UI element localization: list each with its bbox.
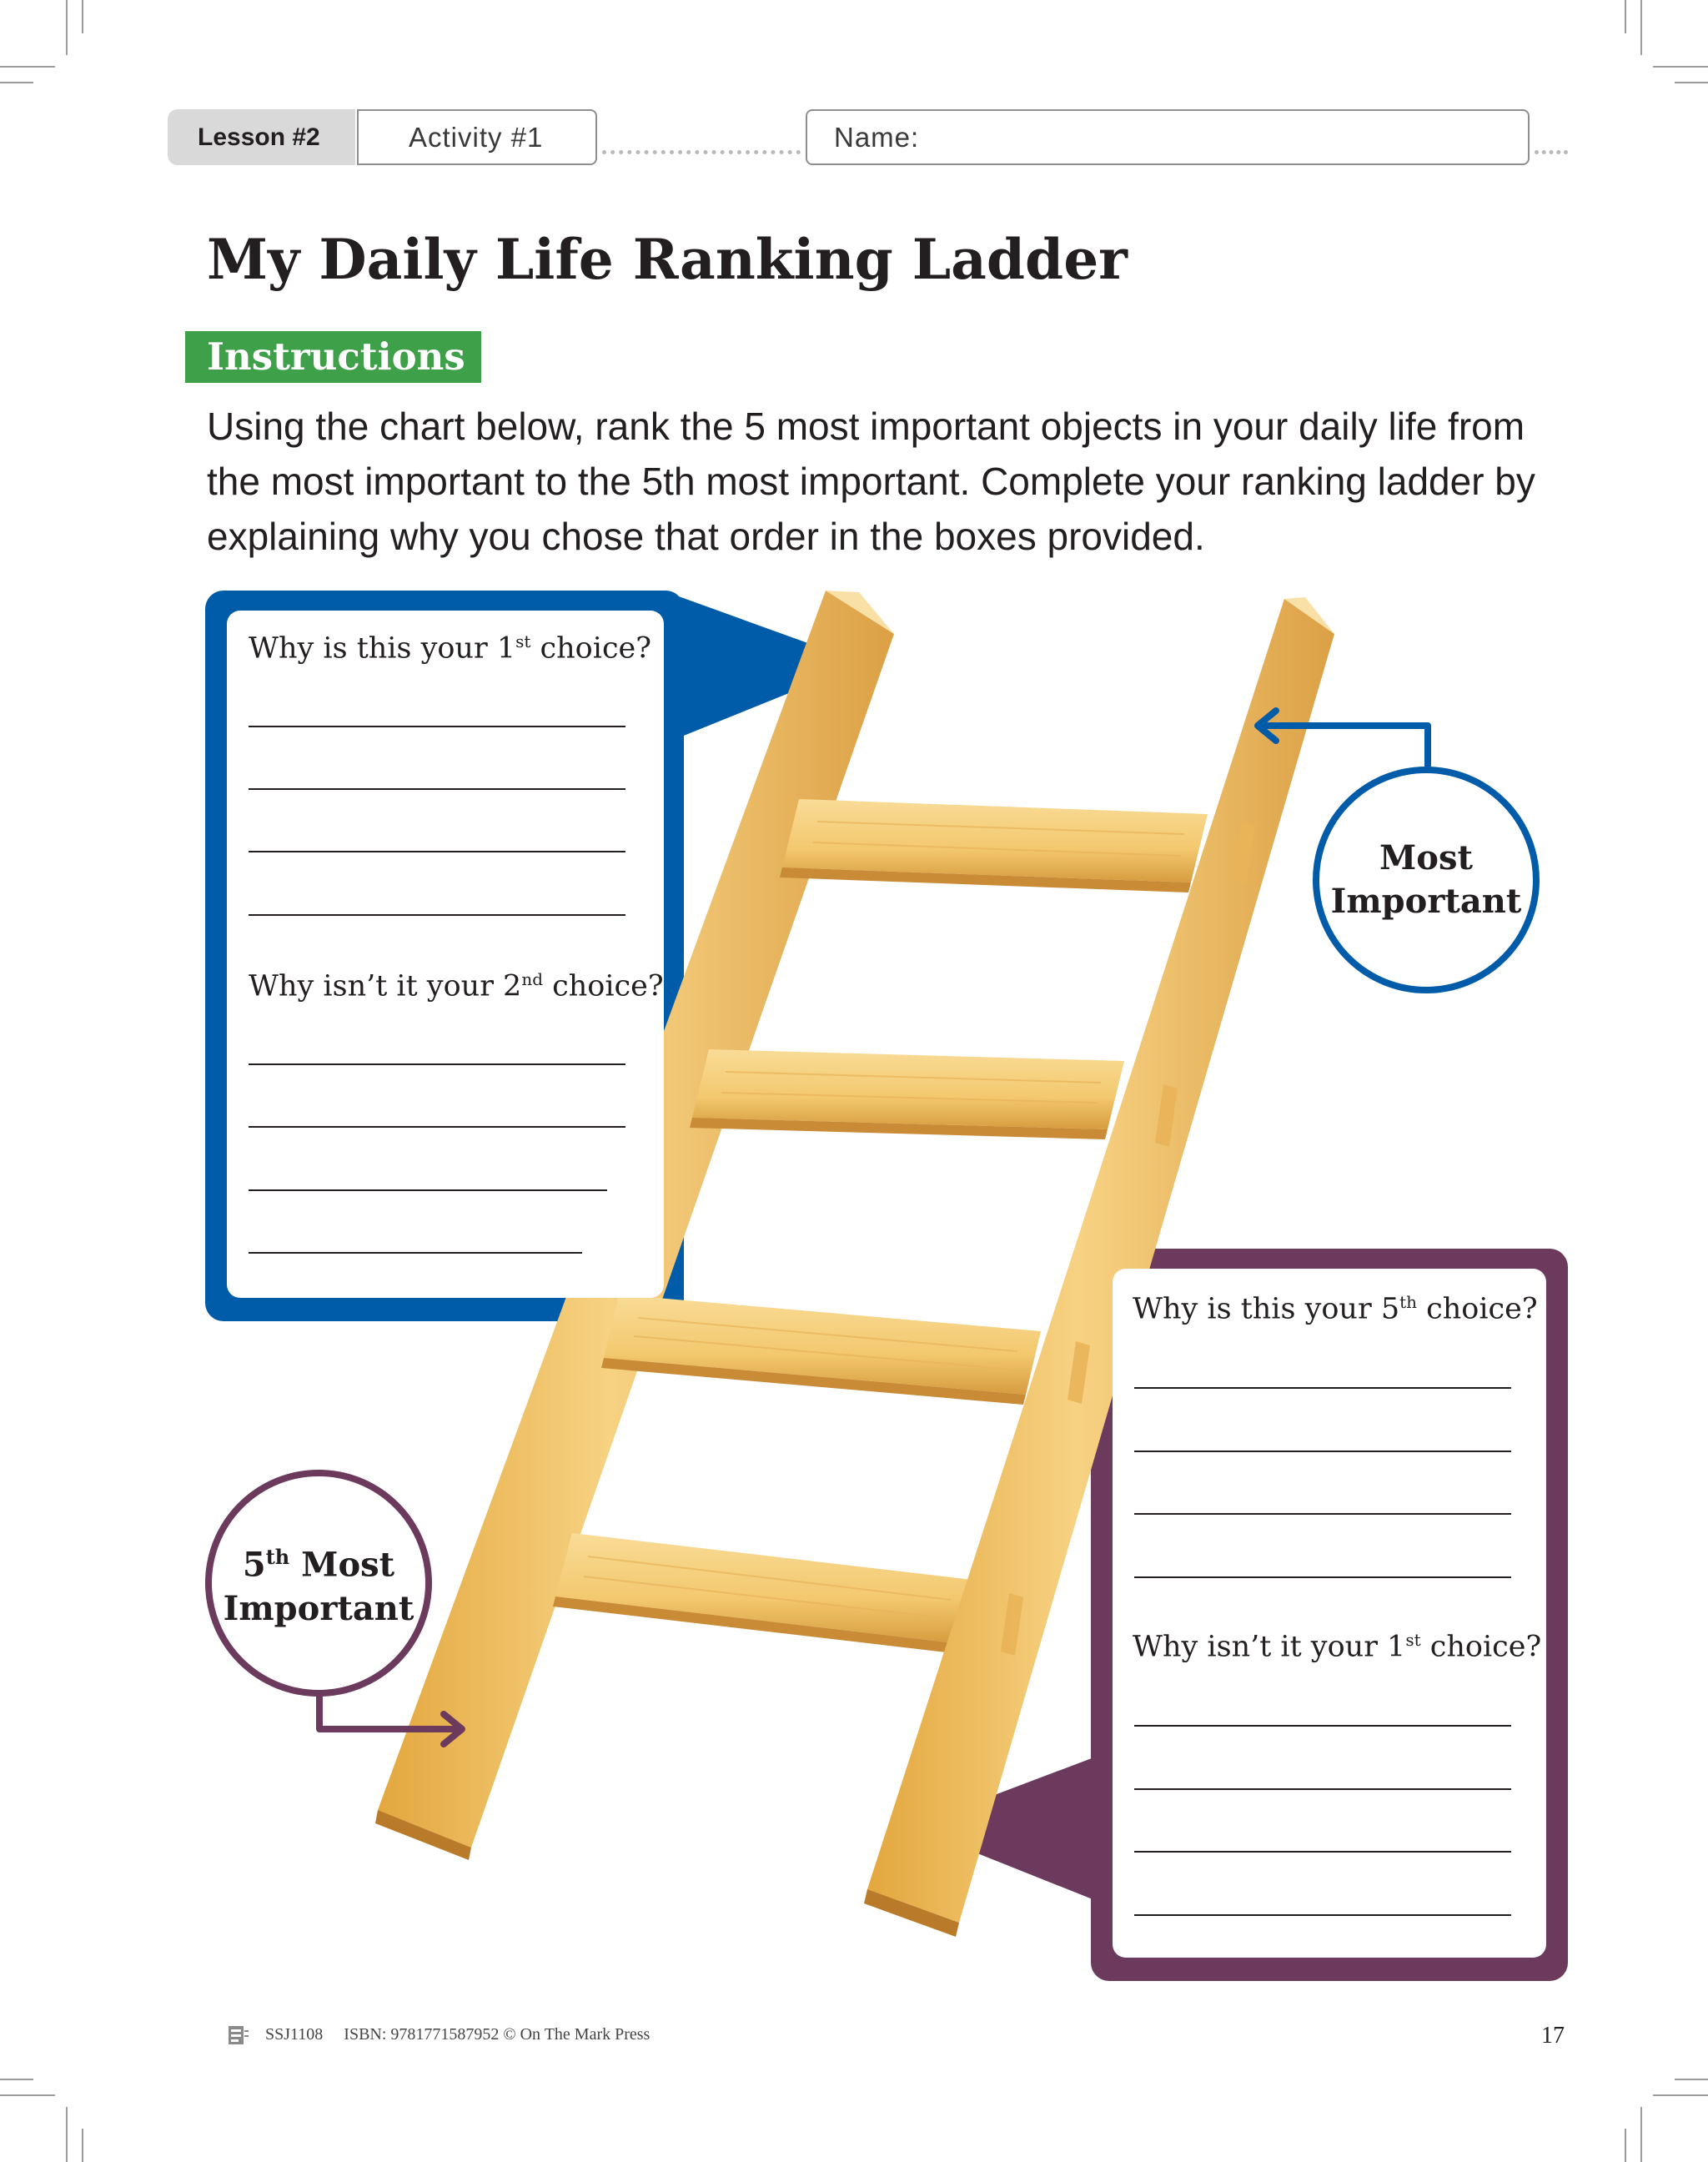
answer-line[interactable] xyxy=(1134,1451,1511,1452)
ladder-rung xyxy=(601,1295,1041,1405)
activity-tab: Activity #1 xyxy=(357,109,597,165)
answer-line[interactable] xyxy=(1134,1788,1511,1790)
answer-line[interactable] xyxy=(1134,1387,1511,1389)
bottom-answer-box xyxy=(1113,1269,1546,1958)
answer-line[interactable] xyxy=(1134,1576,1511,1578)
top-question-2: Why isn’t it your 2nd choice? xyxy=(249,969,664,1003)
answer-line[interactable] xyxy=(249,851,625,852)
answer-line[interactable] xyxy=(249,914,625,916)
publisher-logo-icon xyxy=(227,2024,250,2047)
answer-line[interactable] xyxy=(249,1126,625,1128)
name-field[interactable]: Name: xyxy=(806,109,1530,165)
instructions-text: Using the chart below, rank the 5 most important objects in your daily life from the most important to the 5th most important. Complete your ranking ladder by explaining why you chose that order in the boxes provided. xyxy=(207,405,1535,558)
most-important-label: Most Important xyxy=(1330,838,1522,921)
page-title: My Daily Life Ranking Ladder xyxy=(207,227,1128,292)
answer-line[interactable] xyxy=(1134,1851,1511,1853)
answer-line[interactable] xyxy=(249,1189,607,1191)
answer-line[interactable] xyxy=(1134,1513,1511,1515)
bottom-question-1: Why is this your 5th choice? xyxy=(1133,1292,1538,1326)
answer-line[interactable] xyxy=(249,788,625,790)
answer-line[interactable] xyxy=(1134,1914,1511,1916)
fifth-important-label: 5th Most Important xyxy=(223,1545,414,1628)
answer-line[interactable] xyxy=(249,726,625,727)
bottom-question-2: Why isn’t it your 1st choice? xyxy=(1133,1630,1542,1664)
ladder-rung xyxy=(553,1533,972,1653)
lesson-tab: Lesson #2 xyxy=(168,109,355,165)
answer-line[interactable] xyxy=(249,1063,625,1065)
answer-line[interactable] xyxy=(249,1252,582,1254)
page-number: 17 xyxy=(1541,2023,1565,2049)
instructions-heading: Instructions xyxy=(185,331,481,383)
top-question-1: Why is this your 1st choice? xyxy=(249,631,652,666)
footer-publication-info: SSJ1108 ISBN: 9781771587952 © On The Mark Press xyxy=(265,2025,651,2044)
top-answer-box xyxy=(227,611,664,1298)
ladder-rung xyxy=(780,799,1208,892)
answer-line[interactable] xyxy=(1134,1725,1511,1727)
